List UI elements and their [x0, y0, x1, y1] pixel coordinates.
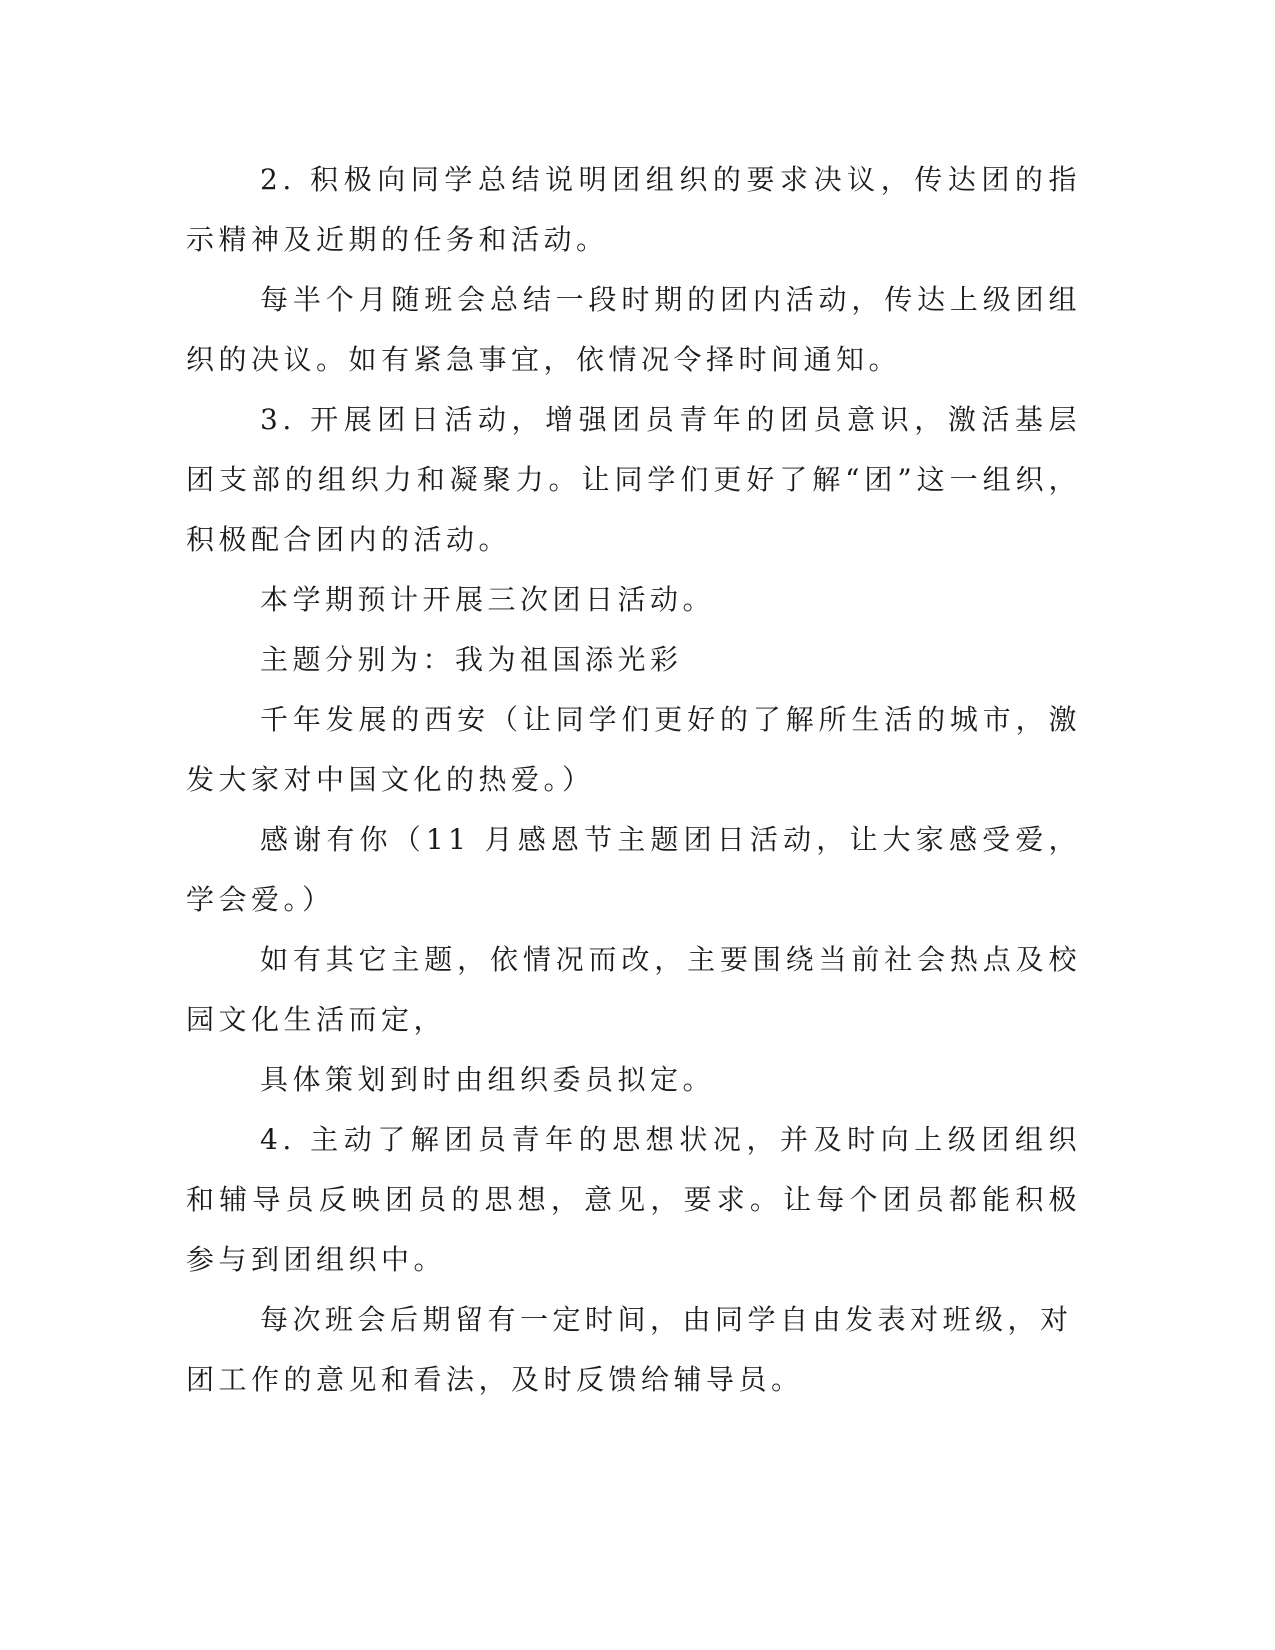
paragraph-8: 如有其它主题，依情况而改，主要围绕当前社会热点及校园文化生活而定， [186, 943, 1081, 1036]
document-body [186, 150, 1081, 1410]
paragraph-11: 每次班会后期留有一定时间，由同学自由发表对班级，对团工作的意见和看法，及时反馈给辅导员。 [186, 1303, 1073, 1396]
paragraph-1: 2. 积极向同学总结说明团组织的要求决议，传达团的指示精神及近期的任务和活动。 [186, 163, 1081, 256]
paragraph-9: 具体策划到时由组织委员拟定。 [260, 1063, 716, 1096]
paragraph-3: 3. 开展团日活动，增强团员青年的团员意识，激活基层团支部的组织力和凝聚力。让同学们更好了解“团”这一组织，积极配合团内的活动。 [186, 403, 1081, 556]
paragraph-4: 本学期预计开展三次团日活动。 [260, 583, 716, 616]
paragraph-5: 主题分别为：我为祖国添光彩 [260, 643, 683, 676]
paragraph-2: 每半个月随班会总结一段时期的团内活动，传达上级团组织的决议。如有紧急事宜，依情况令择时间通知。 [186, 283, 1081, 376]
paragraph-7: 感谢有你（11 月感恩节主题团日活动，让大家感受爱，学会爱。） [186, 823, 1081, 916]
paragraph-6: 千年发展的西安（让同学们更好的了解所生活的城市，激发大家对中国文化的热爱。） [186, 703, 1081, 796]
paragraph-10: 4. 主动了解团员青年的思想状况，并及时向上级团组织和辅导员反映团员的思想，意见，要求。让每个团员都能积极参与到团组织中。 [186, 1123, 1081, 1276]
